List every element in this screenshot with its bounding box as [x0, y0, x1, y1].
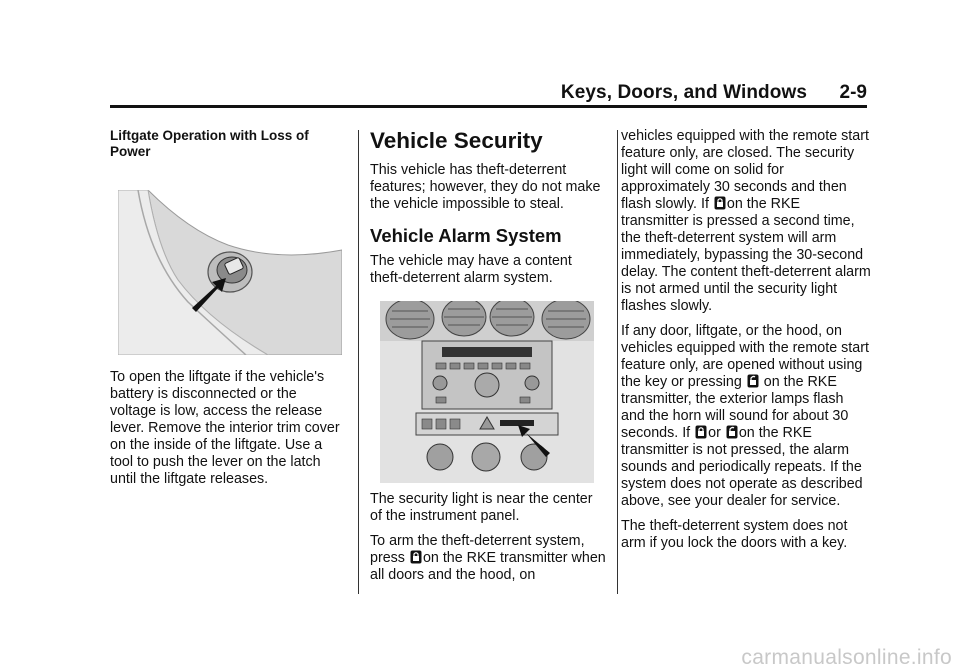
alarm-trigger-text: If any door, liftgate, or the hood, on vehicles equipped with the remote start feature only, are opened without using the key or pressing on the RKE transmitter, the exterior lamps flash and the horn will sound for about 30 seconds. If or on the RKE transmitter is not pressed, the alarm sounds and periodically repeats. If the system does not operate as described above, see your dealer for service. — [621, 323, 869, 509]
arm-system-text: To arm the theft-deterrent system, press on the RKE transmitter when all doors and the hood, on — [370, 533, 606, 583]
page-header — [110, 82, 867, 106]
column-divider-1 — [358, 130, 359, 594]
lock-key-icon — [714, 196, 726, 210]
unlock-key-icon — [747, 374, 759, 388]
lock-key-icon — [695, 425, 707, 439]
arm-continued-text: vehicles equipped with the remote start feature only, are closed. The security light will come on solid for approximately 30 seconds and then flash slowly. If on the RKE transmitter is pressed a second time, the theft-deterrent system will arm immediately, bypassing the 30-second delay. The content theft-deterrent alarm is not armed until the security light flashes slowly. — [621, 128, 871, 314]
vehicle-security-text: This vehicle has theft-deterrent features; however, they do not make the vehicle impossible to steal. — [370, 162, 601, 212]
liftgate-body-text: To open the liftgate if the vehicle's battery is disconnected or the voltage is low, access the release lever. Remove the interior trim cover on the inside of the liftgate. Use a tool to push the lever on the latch until the liftgate releases. — [110, 369, 340, 487]
key-lock-note-text: The theft-deterrent system does not arm if you lock the doors with a key. — [621, 518, 848, 551]
page-number: 2-9 — [839, 82, 867, 103]
vehicle-alarm-heading: Vehicle Alarm System — [370, 225, 562, 246]
vehicle-alarm-text: The vehicle may have a content theft-deterrent alarm system. — [370, 253, 572, 286]
vehicle-security-heading: Vehicle Security — [370, 128, 543, 153]
column-3 — [621, 128, 871, 560]
unlock-key-icon — [726, 425, 738, 439]
liftgate-subheading: Liftgate Operation with Loss of Power — [110, 128, 309, 159]
liftgate-latch-illustration — [118, 190, 342, 355]
column-1 — [110, 128, 342, 496]
instrument-panel-illustration — [380, 301, 594, 483]
security-light-text: The security light is near the center of the instrument panel. — [370, 491, 593, 524]
watermark: carmanualsonline.info — [741, 646, 952, 669]
section-title: Keys, Doors, and Windows — [560, 82, 807, 103]
column-divider-2 — [617, 130, 618, 594]
header-divider — [110, 105, 867, 108]
column-2 — [370, 128, 608, 592]
lock-key-icon — [410, 550, 422, 564]
